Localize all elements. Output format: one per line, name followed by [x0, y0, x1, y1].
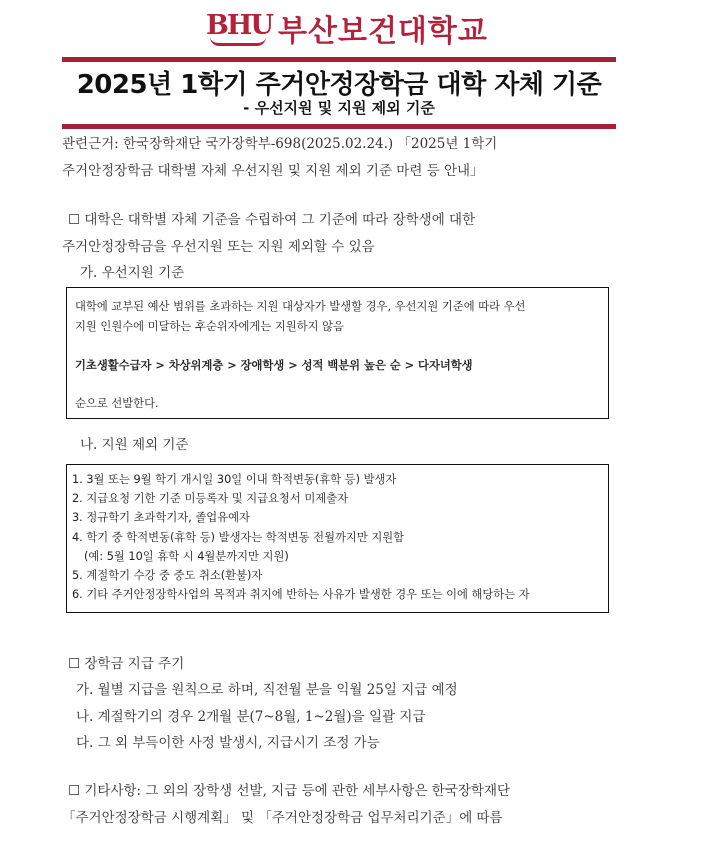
priority-order: 기초생활수급자 > 차상위계층 > 장애학생 > 성적 백분위 높은 순 > 다자녀학생 [75, 359, 473, 372]
priority-closing: 순으로 선발한다. [75, 397, 159, 410]
logo-letters: BHU [206, 10, 272, 41]
section1-line-1: ☐ 대학은 대학별 자체 기준을 수립하여 그 기준에 따라 장학생에 대한 [68, 212, 476, 228]
payment-cycle-b: 나. 계절학기의 경우 2개월 분(7~8월, 1~2월)을 일괄 지급 [76, 709, 426, 725]
title-top-rule [62, 57, 616, 62]
priority-heading: 가. 우선지원 기준 [80, 265, 185, 281]
exclusion-item: 2. 지급요청 기한 기준 미등록자 및 지급요청서 미제출자 [72, 492, 348, 506]
exclusion-criteria-box [66, 464, 609, 613]
section1-line-2: 주거안정장학금을 우선지원 또는 지원 제외할 수 있음 [62, 239, 375, 255]
priority-criteria-box [66, 287, 609, 419]
exclusion-item: 4. 학기 중 학적변동(휴학 등) 발생자는 학적변동 전월까지만 지원함 [72, 530, 405, 544]
payment-cycle-heading: ☐ 장학금 지급 주기 [68, 656, 185, 672]
exclusion-item: 5. 계절학기 수강 중 중도 취소(환불)자 [72, 569, 263, 583]
exclusion-heading: 나. 지원 제외 기준 [80, 437, 189, 453]
exclusion-item: 6. 기타 주거안정장학사업의 목적과 취지에 반하는 사유가 발생한 경우 또는 이에 해당하는 자 [72, 588, 530, 602]
payment-cycle-a: 가. 월별 지급을 원칙으로 하며, 직전월 분을 익월 25일 지급 예정 [76, 682, 458, 698]
payment-cycle-c: 다. 그 외 부득이한 사정 발생시, 지급시기 조정 가능 [76, 735, 380, 751]
document-subtitle: - 우선지원 및 지원 제외 기준 [243, 99, 435, 117]
other-matters-line-2: 「주거안정장학금 시행계획」 및 「주거안정장학금 업무처리기준」에 따름 [62, 810, 503, 826]
exclusion-item: 3. 정규학기 초과학기자, 졸업유예자 [72, 511, 250, 525]
title-bottom-rule [62, 124, 616, 129]
priority-text-line-1: 대학에 교부된 예산 범위를 초과하는 지원 대상자가 발생할 경우, 우선지원 기준에 따라 우선 [75, 300, 526, 313]
basis-line-1: 관련근거: 한국장학재단 국가장학부-698(2025.02.24.) 「2025년 1학기 [62, 136, 498, 152]
exclusion-item: 1. 3월 또는 9월 학기 개시일 30일 이내 학적변동(휴학 등) 발생자 [72, 473, 397, 486]
open-book-icon [210, 37, 266, 46]
university-logo [206, 8, 488, 48]
university-name: 부산보건대학교 [278, 14, 488, 49]
other-matters-line-1: ☐ 기타사항: 그 외의 장학생 선발, 지급 등에 관한 세부사항은 한국장학재단 [68, 783, 511, 799]
bhu-logo-mark [206, 8, 272, 48]
document-title: 2025년 1학기 주거안정장학금 대학 자체 기준 [76, 70, 602, 100]
priority-text-line-2: 지원 인원수에 미달하는 후순위자에게는 지원하지 않음 [75, 320, 344, 333]
basis-line-2: 주거안정장학금 대학별 자체 우선지원 및 지원 제외 기준 마련 등 안내」 [62, 163, 484, 179]
exclusion-item-example: (예: 5월 10일 휴학 시 4월분까지만 지원) [84, 549, 289, 563]
